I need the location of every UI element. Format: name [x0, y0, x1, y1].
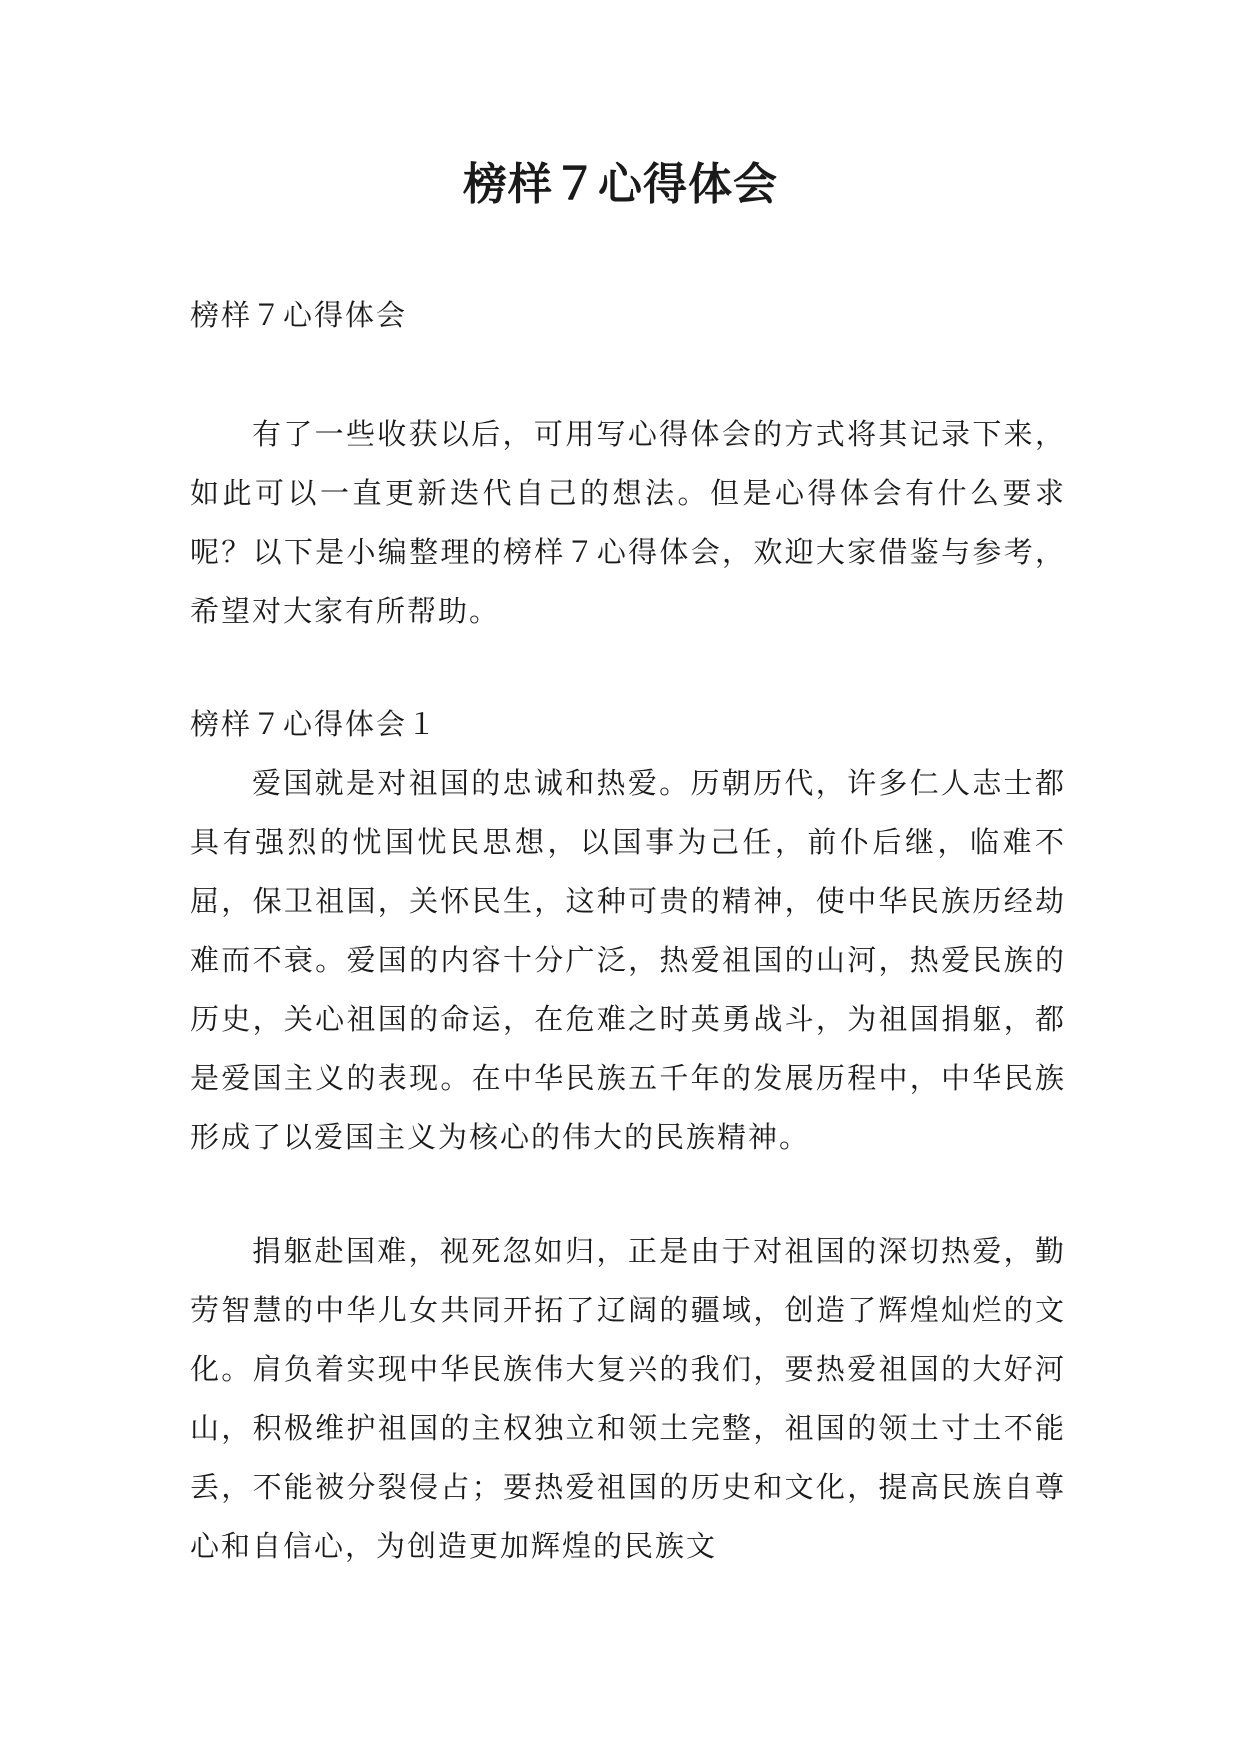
- document-subtitle: 榜样７心得体会: [190, 298, 408, 332]
- intro-paragraph: 有了一些收获以后，可用写心得体会的方式将其记录下来，如此可以一直更新迭代自己的想法。但是心得体会有什么要求呢？以下是小编整理的榜样７心得体会，欢迎大家借鉴与参考，希望对大家有所帮助。: [190, 417, 1066, 628]
- body-paragraph: 爱国就是对祖国的忠诚和热爱。历朝历代，许多仁人志士都具有强烈的忧国忧民思想，以国事为己任，前仆后继，临难不屈，保卫祖国，关怀民生，这种可贵的精神，使中华民族历经劫难而不衰。爱国的内容十分广泛，热爱祖国的山河，热爱民族的历史，关心祖国的命运，在危难之时英勇战斗，为祖国捐躯，都是爱国主义的表现。在中华民族五千年的发展历程中，中华民族形成了以爱国主义为核心的伟大的民族精神。: [190, 766, 1066, 1154]
- document-title: 榜样７心得体会: [463, 159, 778, 210]
- section-heading: 榜样７心得体会１: [190, 707, 439, 741]
- body-paragraph: 捐躯赴国难，视死忽如归，正是由于对祖国的深切热爱，勤劳智慧的中华儿女共同开拓了辽阔的疆域，创造了辉煌灿烂的文化。肩负着实现中华民族伟大复兴的我们，要热爱祖国的大好河山，积极维护祖国的主权独立和领土完整，祖国的领土寸土不能丢，不能被分裂侵占；要热爱祖国的历史和文化，提高民族自尊心和自信心，为创造更加辉煌的民族文: [190, 1234, 1066, 1563]
